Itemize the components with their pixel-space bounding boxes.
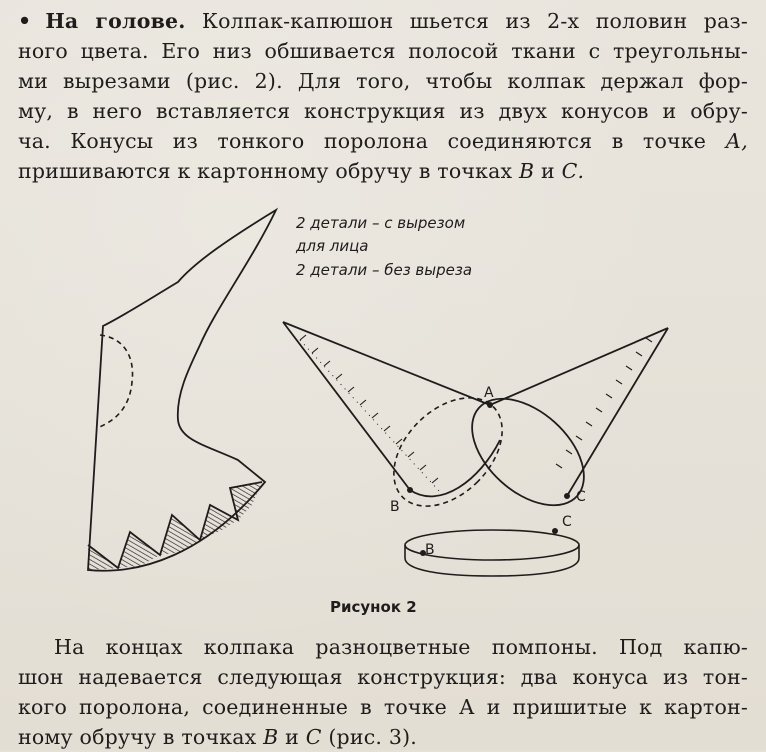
bullet: • (18, 9, 32, 33)
trim-hatch (88, 545, 118, 570)
point-b-dot (407, 487, 413, 493)
text-line: На концах колпака разноцветные помпоны. Под капю- (54, 635, 748, 659)
ring-point-c-dot (552, 528, 558, 534)
hood-pattern (88, 210, 276, 571)
point-c-label: C (576, 489, 586, 505)
cones (283, 322, 668, 527)
text-line: кого поролона, соединенные в точке А и пришитые к картон- (18, 695, 748, 719)
trim-hatch (200, 505, 238, 540)
text-line: шон надевается следующая конструкция: два конуса из тон- (18, 665, 748, 689)
text-span: и (541, 159, 555, 183)
text-span: пришиваются к картонному обручу в точках (18, 159, 513, 183)
paragraph-construction (18, 632, 748, 752)
cardboard-ring (405, 514, 579, 576)
text-line (18, 722, 748, 752)
figure-caption: Рисунок 2 (330, 598, 417, 616)
point-a-dot (487, 402, 493, 408)
text-span: (рис. 3). (328, 725, 417, 749)
text-span: и (285, 725, 299, 749)
point-c-dot (564, 493, 570, 499)
point-ref: В (519, 159, 535, 183)
note-line: для лица (296, 237, 369, 255)
cone-right (490, 328, 668, 496)
ring-point-b-label: B (425, 542, 435, 558)
point-ref: В (263, 725, 279, 749)
text-span: ному обручу в точках (18, 725, 257, 749)
point-a-label: A (484, 385, 494, 401)
text-span: Колпак-капюшон шьется из 2-х половин раз- (202, 9, 749, 33)
point-ref: А, (725, 129, 748, 153)
point-b-label: B (390, 499, 400, 515)
cone-base-left-front (410, 440, 500, 496)
cone-left (283, 322, 490, 490)
note-line: 2 детали – с вырезом (296, 214, 466, 232)
hood-outline (88, 210, 276, 571)
section-heading: На голове. (45, 9, 186, 33)
text-line: ми вырезами (рис. 2). Для того, чтобы колпак держал фор- (18, 69, 748, 93)
text-line: ного цвета. Его низ обшивается полосой ткани с треугольны- (18, 39, 748, 63)
text-line: му, в него вставляется конструкция из двух конусов и обру- (18, 99, 748, 123)
stitch-right-ticks (556, 338, 652, 468)
point-ref: С (305, 725, 322, 749)
stitch-left (300, 340, 440, 492)
note-line: 2 детали – без выреза (296, 261, 473, 279)
text-span: ча. Конусы из тонкого поролона соединяются в точке (18, 129, 707, 153)
point-ref: С. (561, 159, 585, 183)
ring-point-c-label: C (562, 514, 572, 530)
